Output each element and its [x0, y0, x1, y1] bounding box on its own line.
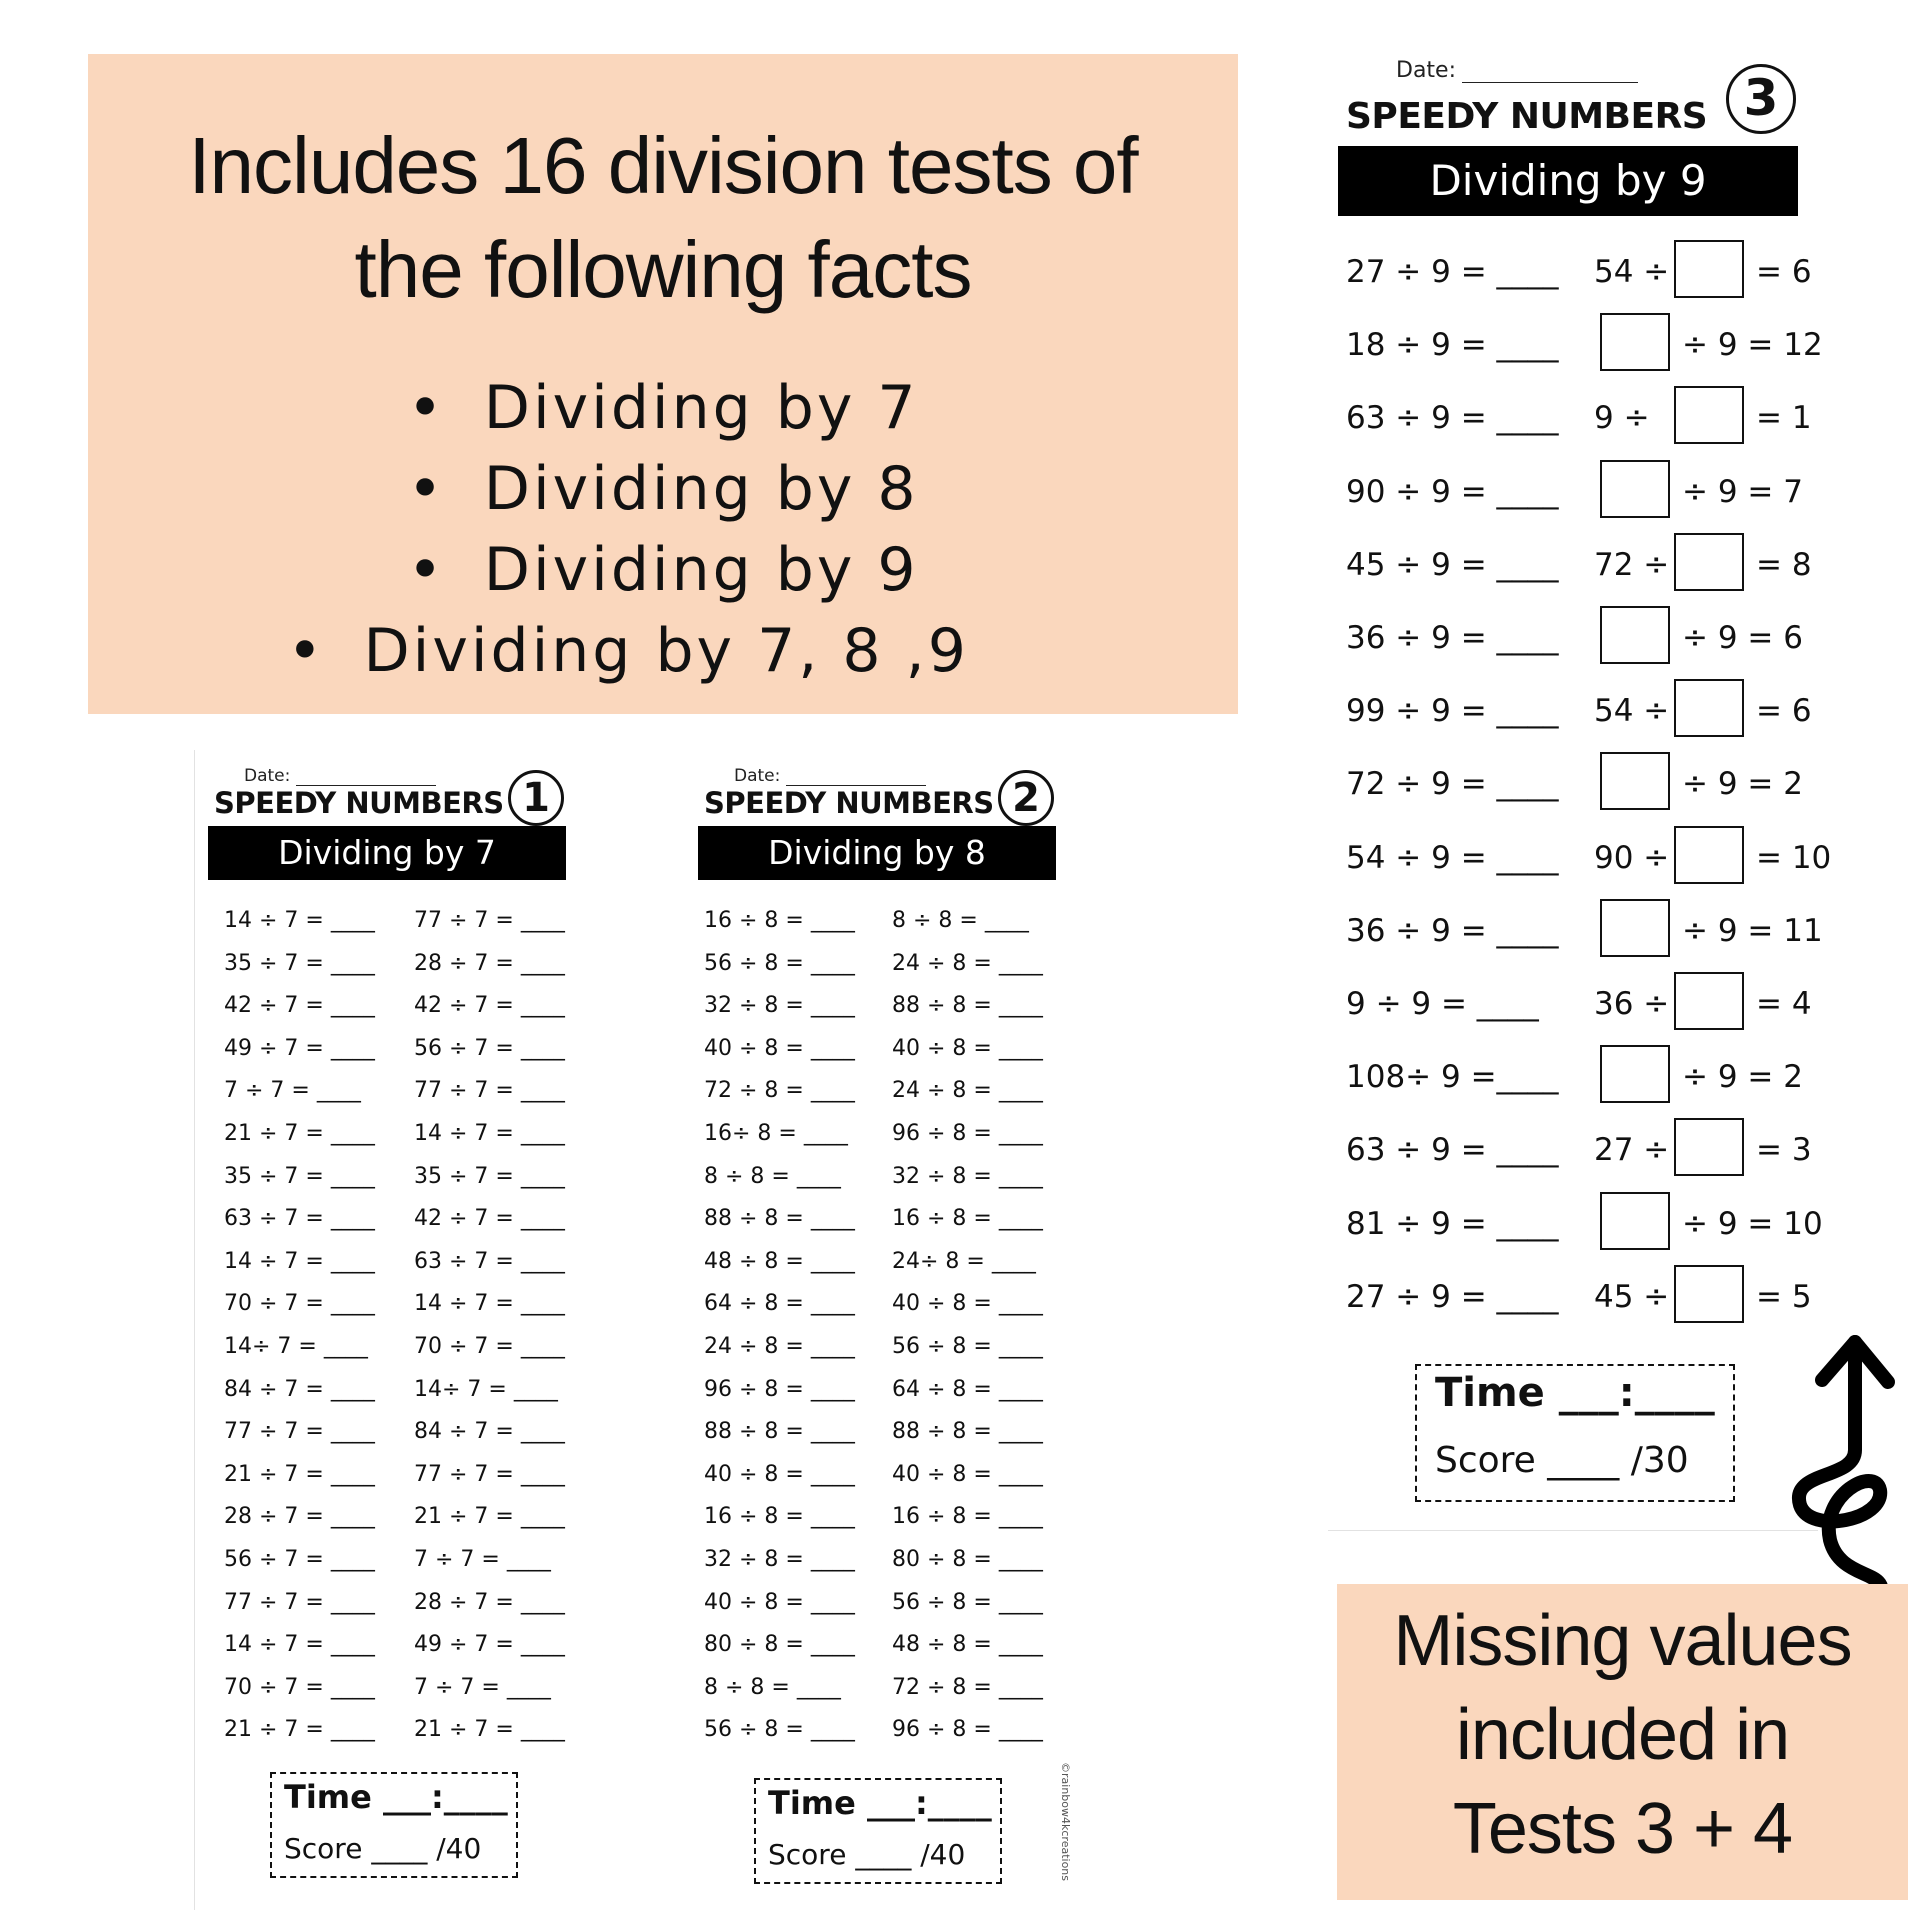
problem-right: 40 ÷ 8 = ____ [892, 1291, 1043, 1317]
problem-right: 42 ÷ 7 = ____ [414, 1206, 565, 1232]
problem-left: 70 ÷ 7 = ____ [224, 1291, 375, 1317]
problem-left: 56 ÷ 8 = ____ [704, 1717, 855, 1743]
date-line [1462, 82, 1638, 83]
missing-line2: included in [1455, 1695, 1790, 1775]
problem-right-prefix: 27 ÷ [1594, 1132, 1670, 1169]
problem-left: 18 ÷ 9 = ____ [1346, 327, 1559, 364]
brand-title: SPEEDY NUMBERS [1346, 96, 1708, 137]
problem-left: 88 ÷ 8 = ____ [704, 1419, 855, 1445]
problem-left: 88 ÷ 8 = ____ [704, 1206, 855, 1232]
problem-left: 48 ÷ 8 = ____ [704, 1248, 855, 1274]
problem-right-suffix: ÷ 9 = 7 [1682, 473, 1803, 510]
problem-right: 24 ÷ 8 = ____ [892, 1078, 1043, 1104]
test-number-badge: 3 [1726, 64, 1796, 134]
missing-value-box[interactable] [1674, 240, 1744, 298]
problem-right: 40 ÷ 8 = ____ [892, 1035, 1043, 1061]
problem-right: 7 ÷ 7 = ____ [414, 1547, 551, 1572]
problem-right-suffix: = 6 [1756, 693, 1812, 730]
missing-value-box[interactable] [1600, 899, 1670, 957]
problem-left: 7 ÷ 7 = ____ [224, 1078, 361, 1104]
score-label: Score ____ /40 [768, 1838, 966, 1871]
date-field [244, 766, 436, 786]
problem-right: 16 ÷ 8 = ____ [892, 1504, 1043, 1530]
problem-left: 16÷ 8 = ____ [704, 1121, 848, 1146]
worksheet-2 [684, 752, 1074, 1892]
problem-right-prefix: 36 ÷ [1594, 986, 1670, 1022]
problem-right: 16 ÷ 8 = ____ [892, 1206, 1043, 1232]
problem-right: 32 ÷ 8 = ____ [892, 1163, 1043, 1189]
missing-value-box[interactable] [1600, 606, 1670, 664]
problem-left: 16 ÷ 8 = ____ [704, 1504, 855, 1530]
worksheet-1 [194, 752, 584, 1892]
problem-right: 56 ÷ 7 = ____ [414, 1035, 565, 1061]
date-label: Date: [244, 766, 291, 786]
problem-left: 8 ÷ 8 = ____ [704, 1674, 841, 1700]
missing-value-box[interactable] [1674, 826, 1744, 884]
problem-left: 84 ÷ 7 = ____ [224, 1376, 375, 1402]
problem-right: 49 ÷ 7 = ____ [414, 1632, 565, 1658]
problem-right-suffix: = 8 [1756, 546, 1812, 583]
problem-left: 77 ÷ 7 = ____ [224, 1419, 375, 1445]
problem-left: 32 ÷ 8 = ____ [704, 1547, 855, 1572]
problem-left: 21 ÷ 7 = ____ [224, 1121, 375, 1146]
problem-right-suffix: ÷ 9 = 2 [1682, 1059, 1803, 1096]
missing-values-panel [1337, 1584, 1908, 1900]
copyright-credit: ©rainbow4kcreations [1059, 1762, 1072, 1882]
problem-right-prefix: 54 ÷ [1594, 254, 1670, 290]
problem-left: 63 ÷ 9 = ____ [1346, 1132, 1559, 1169]
problem-right: 80 ÷ 8 = ____ [892, 1547, 1043, 1572]
fact-item: • Dividing by 7, 8 ,9 [18, 611, 1238, 692]
problem-left: 9 ÷ 9 = ____ [1346, 986, 1539, 1022]
missing-value-box[interactable] [1674, 1265, 1744, 1323]
problem-left: 21 ÷ 7 = ____ [224, 1717, 375, 1743]
date-label: Date: [1396, 58, 1456, 83]
problem-right: 77 ÷ 7 = ____ [414, 1078, 565, 1104]
brand-title: SPEEDY NUMBERS [214, 786, 504, 820]
facts-list [88, 368, 1238, 692]
problem-right-suffix: = 6 [1756, 254, 1812, 290]
preview-frame-edge [1328, 1530, 1818, 1531]
problem-left: 54 ÷ 9 = ____ [1346, 839, 1559, 876]
problem-left: 24 ÷ 8 = ____ [704, 1334, 855, 1359]
brand-title: SPEEDY NUMBERS [704, 786, 994, 820]
time-score-box [270, 1772, 518, 1878]
worksheet-3 [1338, 56, 1838, 1516]
problem-left: 72 ÷ 8 = ____ [704, 1078, 855, 1104]
problem-left: 14 ÷ 7 = ____ [224, 908, 375, 933]
problem-left: 72 ÷ 9 = ____ [1346, 766, 1559, 803]
problem-right: 72 ÷ 8 = ____ [892, 1674, 1043, 1700]
problem-left: 56 ÷ 8 = ____ [704, 950, 855, 976]
missing-value-box[interactable] [1600, 752, 1670, 810]
problem-right-suffix: = 1 [1756, 400, 1812, 437]
missing-value-box[interactable] [1600, 313, 1670, 371]
test-number-badge: 1 [508, 770, 564, 826]
problem-left: 99 ÷ 9 = ____ [1346, 693, 1559, 730]
problem-right: 24 ÷ 8 = ____ [892, 950, 1043, 976]
fact-item: • Dividing by 8 [88, 449, 1238, 530]
problem-left: 16 ÷ 8 = ____ [704, 908, 855, 933]
promo-panel [88, 54, 1238, 714]
problem-left: 14÷ 7 = ____ [224, 1334, 368, 1359]
problem-left: 42 ÷ 7 = ____ [224, 993, 375, 1019]
problem-left: 96 ÷ 8 = ____ [704, 1376, 855, 1402]
problem-right: 63 ÷ 7 = ____ [414, 1248, 565, 1274]
problem-right: 88 ÷ 8 = ____ [892, 993, 1043, 1019]
fact-item: • Dividing by 7 [88, 368, 1238, 449]
missing-line1: Missing values [1393, 1601, 1852, 1681]
problem-left: 40 ÷ 8 = ____ [704, 1461, 855, 1487]
sheet-title-banner: Dividing by 7 [208, 826, 566, 880]
problem-left: 35 ÷ 7 = ____ [224, 950, 375, 976]
problem-left: 36 ÷ 9 = ____ [1346, 912, 1559, 949]
missing-value-box[interactable] [1600, 1192, 1670, 1250]
problem-left: 63 ÷ 7 = ____ [224, 1206, 375, 1232]
problem-left: 14 ÷ 7 = ____ [224, 1632, 375, 1658]
problem-left: 27 ÷ 9 = ____ [1346, 1278, 1559, 1315]
fact-item: • Dividing by 9 [88, 530, 1238, 611]
problem-right-suffix: ÷ 9 = 11 [1682, 912, 1823, 949]
problem-left: 36 ÷ 9 = ____ [1346, 620, 1559, 656]
time-label: Time ___:____ [1435, 1370, 1715, 1416]
problem-left: 108÷ 9 =____ [1346, 1059, 1559, 1096]
problem-right: 84 ÷ 7 = ____ [414, 1419, 565, 1445]
problem-left: 14 ÷ 7 = ____ [224, 1248, 375, 1274]
problem-left: 64 ÷ 8 = ____ [704, 1291, 855, 1317]
problem-left: 70 ÷ 7 = ____ [224, 1674, 375, 1700]
missing-line3: Tests 3 + 4 [1452, 1789, 1793, 1869]
problem-left: 77 ÷ 7 = ____ [224, 1589, 375, 1615]
missing-value-box[interactable] [1674, 1118, 1744, 1176]
problem-left: 63 ÷ 9 = ____ [1346, 400, 1559, 437]
problem-right: 40 ÷ 8 = ____ [892, 1461, 1043, 1487]
problem-right: 64 ÷ 8 = ____ [892, 1376, 1043, 1402]
problem-left: 32 ÷ 8 = ____ [704, 993, 855, 1019]
problem-left: 40 ÷ 8 = ____ [704, 1035, 855, 1061]
date-field [1396, 58, 1638, 83]
time-label: Time ___:____ [284, 1778, 508, 1816]
missing-value-box[interactable] [1600, 1045, 1670, 1103]
missing-value-box[interactable] [1674, 533, 1744, 591]
problem-left: 80 ÷ 8 = ____ [704, 1632, 855, 1658]
problem-right: 7 ÷ 7 = ____ [414, 1674, 551, 1700]
problem-right: 28 ÷ 7 = ____ [414, 1589, 565, 1615]
problem-right: 96 ÷ 8 = ____ [892, 1121, 1043, 1146]
sheet-title-banner: Dividing by 8 [698, 826, 1056, 880]
problem-right-suffix: ÷ 9 = 2 [1682, 766, 1803, 803]
sheet-title-banner: Dividing by 9 [1338, 146, 1798, 216]
problem-left: 90 ÷ 9 = ____ [1346, 473, 1559, 510]
problem-right: 56 ÷ 8 = ____ [892, 1589, 1043, 1615]
problem-left: 45 ÷ 9 = ____ [1346, 546, 1559, 583]
problem-right-prefix: 9 ÷ [1594, 400, 1650, 437]
promo-title [88, 54, 1238, 322]
problem-right-prefix: 72 ÷ [1594, 546, 1670, 583]
test-number-badge: 2 [998, 770, 1054, 826]
promo-title-line1: Includes 16 division tests of [188, 121, 1138, 210]
problem-right-suffix: = 10 [1756, 839, 1832, 876]
problem-right-suffix: = 3 [1756, 1132, 1812, 1169]
problem-right: 14 ÷ 7 = ____ [414, 1121, 565, 1146]
problem-right-prefix: 90 ÷ [1594, 839, 1670, 876]
problem-left: 40 ÷ 8 = ____ [704, 1589, 855, 1615]
problem-left: 21 ÷ 7 = ____ [224, 1461, 375, 1487]
promo-title-line2: the following facts [354, 225, 972, 314]
problem-right-prefix: 45 ÷ [1594, 1278, 1670, 1315]
problem-right: 14 ÷ 7 = ____ [414, 1291, 565, 1317]
score-label: Score ____ /30 [1435, 1440, 1689, 1481]
problem-right: 70 ÷ 7 = ____ [414, 1334, 565, 1359]
time-label: Time ___:____ [768, 1784, 992, 1822]
problem-right-prefix: 54 ÷ [1594, 693, 1670, 730]
missing-value-box[interactable] [1674, 972, 1744, 1030]
problem-right: 21 ÷ 7 = ____ [414, 1504, 565, 1530]
problem-right: 56 ÷ 8 = ____ [892, 1334, 1043, 1359]
problem-right-suffix: ÷ 9 = 12 [1682, 327, 1823, 364]
date-field [734, 766, 926, 786]
missing-value-box[interactable] [1600, 460, 1670, 518]
problem-left: 81 ÷ 9 = ____ [1346, 1205, 1559, 1242]
score-label: Score ____ /40 [284, 1832, 482, 1865]
problem-right: 42 ÷ 7 = ____ [414, 993, 565, 1019]
problem-left: 56 ÷ 7 = ____ [224, 1547, 375, 1572]
missing-value-box[interactable] [1674, 386, 1744, 444]
problem-right: 88 ÷ 8 = ____ [892, 1419, 1043, 1445]
missing-value-box[interactable] [1674, 679, 1744, 737]
problem-right-suffix: ÷ 9 = 10 [1682, 1205, 1823, 1242]
problem-right: 21 ÷ 7 = ____ [414, 1717, 565, 1743]
problem-right-suffix: ÷ 9 = 6 [1682, 620, 1803, 656]
problem-left: 49 ÷ 7 = ____ [224, 1035, 375, 1061]
problem-left: 35 ÷ 7 = ____ [224, 1163, 375, 1189]
problem-left: 27 ÷ 9 = ____ [1346, 254, 1559, 290]
problem-right: 28 ÷ 7 = ____ [414, 950, 565, 976]
problem-right-suffix: = 5 [1756, 1278, 1812, 1315]
problem-right: 77 ÷ 7 = ____ [414, 1461, 565, 1487]
problem-right-suffix: = 4 [1756, 986, 1812, 1022]
problem-left: 28 ÷ 7 = ____ [224, 1504, 375, 1530]
time-score-box [754, 1778, 1002, 1884]
date-label: Date: [734, 766, 781, 786]
curly-arrow-icon [1760, 1330, 1910, 1620]
problem-left: 8 ÷ 8 = ____ [704, 1163, 841, 1189]
problem-right: 14÷ 7 = ____ [414, 1376, 558, 1402]
missing-values-text [1337, 1584, 1908, 1876]
problem-right: 77 ÷ 7 = ____ [414, 908, 565, 933]
problem-right: 96 ÷ 8 = ____ [892, 1717, 1043, 1743]
time-score-box [1415, 1364, 1735, 1502]
problem-right: 8 ÷ 8 = ____ [892, 908, 1029, 933]
problem-right: 48 ÷ 8 = ____ [892, 1632, 1043, 1658]
problem-right: 35 ÷ 7 = ____ [414, 1163, 565, 1189]
problem-right: 24÷ 8 = ____ [892, 1248, 1036, 1274]
